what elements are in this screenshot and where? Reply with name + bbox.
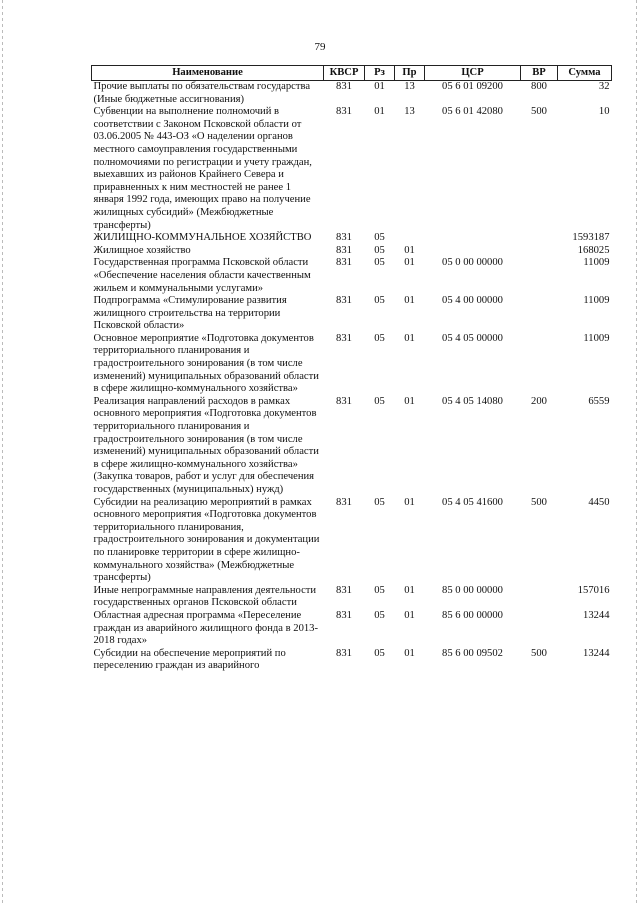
row-pr: 01 [404, 257, 415, 269]
row-pr: 01 [404, 647, 415, 659]
table-row [92, 232, 612, 245]
row-vr [521, 333, 558, 396]
row-kvsr: 831 [336, 81, 352, 92]
row-sum: 32 [598, 81, 610, 92]
row-vr [521, 257, 558, 295]
row-csr: 05 0 00 00000 [442, 257, 503, 269]
row-name: Подпрограмма «Стимулирование развития жилищного строительства на территории Псковской области» [93, 295, 287, 332]
row-vr [521, 585, 558, 610]
row-rz: 05 [374, 244, 385, 256]
row-name: Основное мероприятие «Подготовка документов территориального планирования и градостроительного зонирования (в том числе изменений) муниципальных образований области в сфере жилищно-коммунального хозяйства» [93, 332, 319, 395]
row-pr: 01 [404, 584, 415, 596]
row-kvsr: 831 [336, 332, 352, 344]
row-sum: 11009 [583, 332, 610, 344]
header-kvsr: КВСР [324, 66, 365, 81]
table-row [92, 245, 612, 258]
table-row [92, 295, 612, 333]
row-rz: 05 [374, 496, 385, 508]
table-row [92, 257, 612, 295]
table-row [92, 106, 612, 232]
row-sum: 6559 [588, 395, 610, 407]
row-pr [395, 232, 425, 245]
budget-table [91, 65, 612, 673]
row-csr: 85 0 00 00000 [442, 584, 503, 596]
table-row [92, 81, 612, 107]
row-vr: 800 [531, 81, 547, 92]
table-row [92, 610, 612, 648]
row-rz: 05 [374, 295, 385, 307]
row-pr: 01 [404, 496, 415, 508]
row-sum: 157016 [577, 584, 610, 596]
row-pr: 13 [404, 81, 415, 92]
row-pr: 01 [404, 244, 415, 256]
row-sum: 168025 [577, 244, 610, 256]
row-name: Субсидии на реализацию мероприятий в рамках основного мероприятия «Подготовка документов территориального планирования, градостроительного зонирования и документации по планировке территории в сфере жилищно-коммунального хозяйства» (Межбюджетные трансферты) [93, 496, 320, 584]
header-csr: ЦСР [425, 66, 521, 81]
table-row [92, 648, 612, 673]
row-vr [521, 232, 558, 245]
table-row [92, 396, 612, 497]
row-kvsr: 831 [336, 295, 352, 307]
row-kvsr: 831 [336, 647, 352, 659]
row-name: Областная адресная программа «Переселение граждан из аварийного жилищного фонда в 2013-2018 годах» [93, 609, 319, 647]
row-kvsr: 831 [336, 257, 352, 269]
scan-edge-left [2, 0, 3, 905]
row-name: Государственная программа Псковской области «Обеспечение населения области качественным жильем и коммунальными услугами» [93, 257, 311, 294]
table-row [92, 333, 612, 396]
row-rz: 05 [374, 232, 385, 244]
row-kvsr: 831 [336, 395, 352, 407]
row-pr: 01 [404, 295, 415, 307]
row-csr: 85 6 00 00000 [442, 609, 503, 621]
row-name: Реализация направлений расходов в рамках основного мероприятия «Подготовка документов территориального планирования и градостроительного зонирования (в том числе изменений) муниципальных образований области в сфере жилищно-коммунального хозяйства» (Закупка товаров, работ и услуг для обеспечения государственных (муниципальных) нужд) [93, 395, 319, 495]
row-rz: 05 [374, 395, 385, 407]
header-vr: ВР [521, 66, 558, 81]
row-sum: 10 [598, 106, 610, 118]
row-name: Иные непрограммные направления деятельности государственных органов Псковской области [93, 584, 317, 609]
row-csr: 05 4 05 41600 [442, 496, 503, 508]
row-name: Прочие выплаты по обязательствам государства (Иные бюджетные ассигнования) [93, 81, 311, 105]
row-vr [521, 245, 558, 258]
row-vr: 500 [531, 496, 547, 508]
row-kvsr: 831 [336, 232, 352, 244]
table-row [92, 585, 612, 610]
row-rz: 01 [374, 106, 385, 118]
row-csr: 05 4 05 00000 [442, 332, 503, 344]
row-rz: 05 [374, 609, 385, 621]
row-rz: 05 [374, 257, 385, 269]
row-csr: 85 6 00 09502 [442, 647, 503, 659]
row-kvsr: 831 [336, 106, 352, 118]
row-sum: 13244 [583, 647, 610, 659]
row-sum: 11009 [583, 295, 610, 307]
row-sum: 13244 [583, 609, 610, 621]
row-rz: 01 [374, 81, 385, 92]
row-csr: 05 6 01 42080 [442, 106, 503, 118]
row-vr [521, 295, 558, 333]
row-pr: 01 [404, 332, 415, 344]
row-csr: 05 4 00 00000 [442, 295, 503, 307]
row-rz: 05 [374, 332, 385, 344]
row-kvsr: 831 [336, 584, 352, 596]
row-sum: 4450 [588, 496, 610, 508]
header-pr: Пр [395, 66, 425, 81]
row-vr: 500 [531, 106, 547, 118]
row-rz: 05 [374, 584, 385, 596]
header-sum: Сумма [558, 66, 612, 81]
row-name: ЖИЛИЩНО-КОММУНАЛЬНОЕ ХОЗЯЙСТВО [93, 232, 312, 244]
row-csr: 05 6 01 09200 [442, 81, 503, 92]
table-header-row [92, 66, 612, 81]
row-sum: 11009 [583, 257, 610, 269]
row-vr: 200 [531, 395, 547, 407]
row-csr [425, 232, 521, 245]
row-rz: 05 [374, 647, 385, 659]
row-vr: 500 [531, 647, 547, 659]
row-pr: 01 [404, 609, 415, 621]
header-name: Наименование [92, 66, 324, 81]
page-number: 79 [314, 41, 326, 53]
row-name: Жилищное хозяйство [93, 244, 191, 256]
table-row [92, 497, 612, 585]
row-kvsr: 831 [336, 609, 352, 621]
row-pr: 01 [404, 395, 415, 407]
row-kvsr: 831 [336, 244, 352, 256]
row-kvsr: 831 [336, 496, 352, 508]
row-name: Субвенции на выполнение полномочий в соответствии с Законом Псковской области от 03.06.2005 № 443-ОЗ «О наделении органов местного самоуправления государственными полномочиями по регистрации и учету граждан, выехавших из районов Крайнего Севера и приравненных к ним местностей не ранее 1 января 1992 года, имеющих право на получение жилищных субсидий» (Межбюджетные трансферты) [93, 106, 312, 231]
header-rz: Рз [365, 66, 395, 81]
row-vr [521, 610, 558, 648]
scan-edge-right [636, 0, 637, 905]
row-name: Субсидии на обеспечение мероприятий по переселению граждан из аварийного [93, 647, 286, 672]
row-csr: 05 4 05 14080 [442, 395, 503, 407]
row-csr [425, 245, 521, 258]
row-pr: 13 [404, 106, 415, 118]
row-sum: 1593187 [572, 232, 610, 244]
